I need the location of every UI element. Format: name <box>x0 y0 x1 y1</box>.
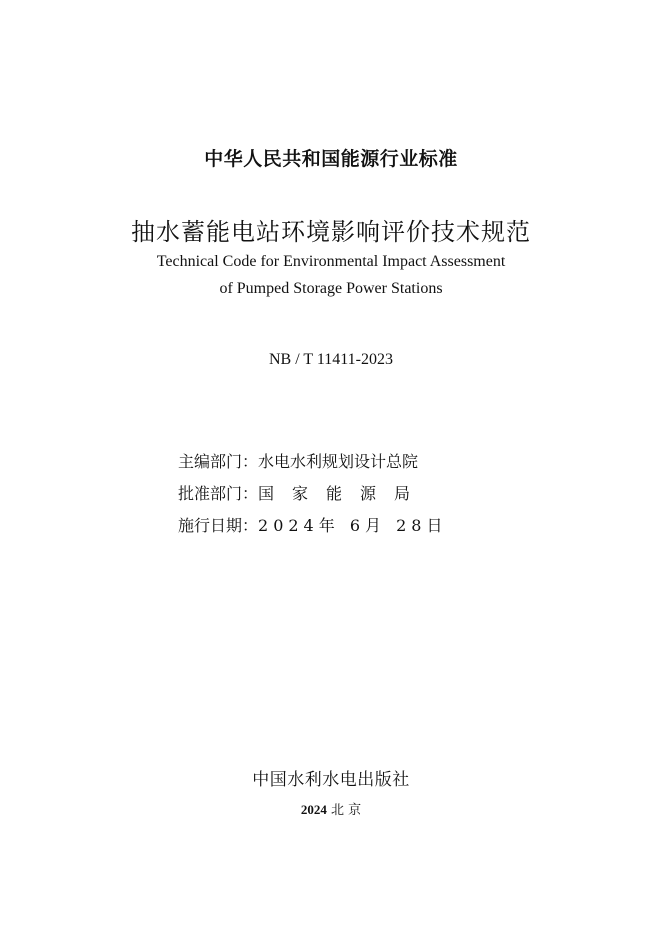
editor-label: 主编部门： <box>178 452 259 471</box>
effective-date-value: 2024年 6月 28日 <box>258 516 448 535</box>
approver-label: 批准部门： <box>178 484 259 503</box>
approver-row <box>178 484 447 516</box>
document-title-chinese: 抽水蓄能电站环境影响评价技术规范 <box>131 218 531 246</box>
publisher-name: 中国水利水电出版社 <box>252 770 410 790</box>
publication-place <box>0 799 662 818</box>
document-title-english-line2: of Pumped Storage Power Stations <box>219 280 443 297</box>
effective-date-label: 施行日期： <box>178 516 259 535</box>
effective-date-row <box>178 516 447 548</box>
standard-category: 中华人民共和国能源行业标准 <box>204 148 458 170</box>
publication-city: 北 京 <box>331 803 362 818</box>
editor-value: 水电水利规划设计总院 <box>258 452 419 471</box>
editor-row <box>178 452 447 484</box>
document-title-english-line1: Technical Code for Environmental Impact Assessment <box>156 253 506 270</box>
standard-number: NB / T 11411-2023 <box>268 351 393 368</box>
publication-year: 2024 <box>300 802 327 817</box>
info-block <box>178 452 447 548</box>
approver-value: 国家能源局 <box>258 484 429 503</box>
